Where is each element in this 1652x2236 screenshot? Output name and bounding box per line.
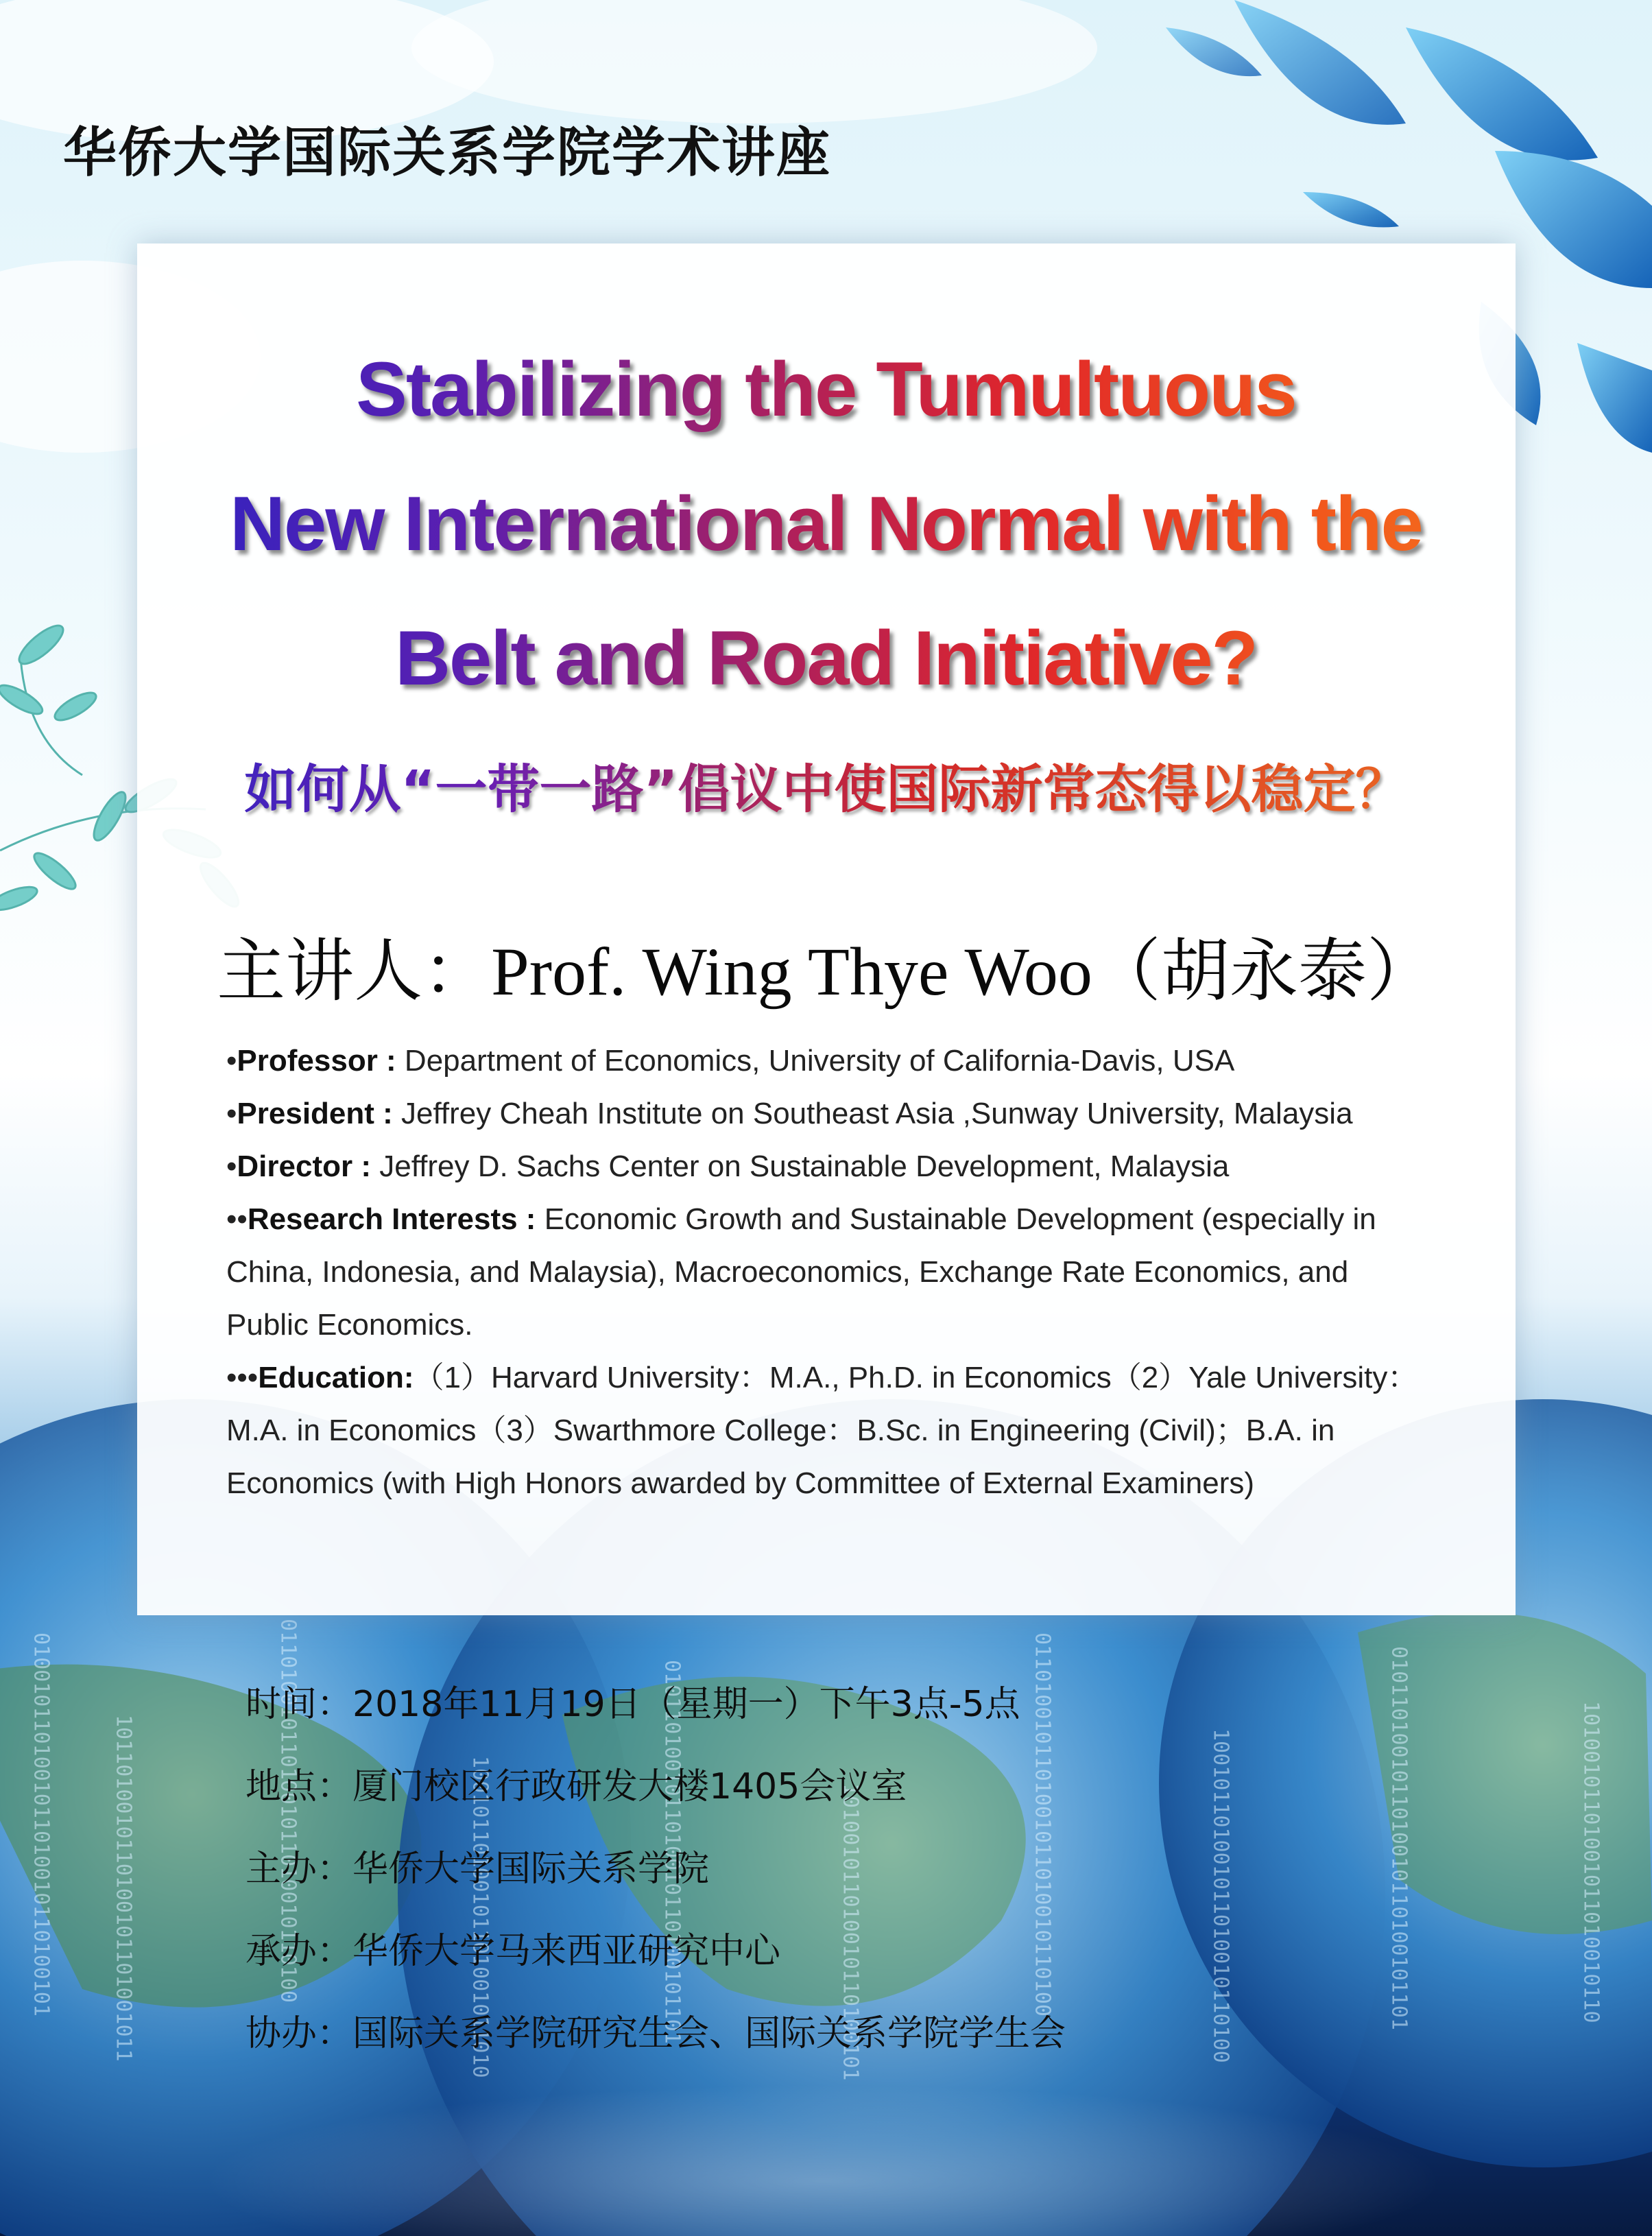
bio-item bbox=[226, 1140, 1433, 1193]
bio-text: Jeffrey D. Sachs Center on Sustainable Development, Malaysia bbox=[371, 1150, 1230, 1183]
svg-text:011010010110100101101001011010: 0110100101101001011010010110100 bbox=[1030, 1632, 1055, 2017]
svg-text:1011010010110100101101001011: 1011010010110100101101001011 bbox=[111, 1715, 136, 2062]
bio-item bbox=[226, 1351, 1433, 1510]
svg-text:101001011010010110100101: 101001011010010110100101 bbox=[838, 1783, 863, 2081]
bio-label: President : bbox=[237, 1097, 393, 1130]
bio-text: （1）Harvard University：M.A., Ph.D. in Economics（2）Yale University：M.A. in Economics（3）Swarthmore College：B.Sc. in Engineering (Civil)；B.A. in Economics (with High Honors awarded by Committee of External Examiners) bbox=[226, 1361, 1418, 1500]
bio-text: Department of Economics, University of California-Davis, USA bbox=[396, 1044, 1235, 1078]
bio-label: Education: bbox=[258, 1361, 414, 1394]
bio-label: Professor : bbox=[237, 1044, 396, 1078]
bullet: • bbox=[226, 1097, 237, 1130]
event-details bbox=[246, 1663, 1066, 2075]
svg-text:011010010110100101101001011010: 0110100101101001011010010110100 bbox=[276, 1619, 300, 2003]
bio-label: Director : bbox=[237, 1150, 371, 1183]
speaker-bio bbox=[226, 1034, 1433, 1510]
title-en-line-1: Stabilizing the Tumultuous bbox=[356, 346, 1296, 432]
svg-text:010110100101101001011010010110: 0101101001011010010110100101101 bbox=[660, 1660, 684, 2044]
lecture-title-cn: 如何从“一带一路”倡议中使国际新常态得以稳定？ bbox=[0, 748, 1652, 822]
bio-text: Jeffrey Cheah Institute on Southeast Asia ,Sunway University, Malaysia bbox=[392, 1097, 1353, 1130]
event-time: 时间：2018年11月19日（星期一）下午3点-5点 bbox=[246, 1684, 1020, 1725]
bio-item bbox=[226, 1087, 1433, 1140]
svg-text:100101101001011010010110100: 100101101001011010010110100 bbox=[1208, 1728, 1233, 2063]
bio-label: Research Interests : bbox=[247, 1202, 536, 1236]
svg-text:10100101101001011010010110: 10100101101001011010010110 bbox=[1579, 1701, 1603, 2023]
svg-text:010010110100101101001011010010: 0100101101001011010010110100101 bbox=[29, 1632, 53, 2017]
svg-text:10010110100101101001011010: 10010110100101101001011010 bbox=[468, 1756, 492, 2078]
bullet: • bbox=[226, 1044, 237, 1078]
bullet: •• bbox=[226, 1202, 248, 1236]
bio-item bbox=[226, 1034, 1433, 1087]
bullet: ••• bbox=[226, 1361, 259, 1394]
title-en-line-2: New International Normal with the bbox=[230, 481, 1422, 567]
event-host: 主办：华侨大学国际关系学院 bbox=[246, 1848, 710, 1890]
title-en-line-3: Belt and Road Initiative? bbox=[395, 615, 1257, 701]
bullet: • bbox=[226, 1150, 237, 1183]
event-place: 地点：厦门校区行政研发大楼1405会议室 bbox=[246, 1766, 907, 1807]
lecture-title-en bbox=[0, 322, 1652, 726]
bio-text: Economic Growth and Sustainable Development (especially in China, Indonesia, and Malaysia), Macroeconomics, Exchange Rate Economics, and Public Economics. bbox=[226, 1202, 1376, 1342]
event-co-organizer: 协办：国际关系学院研究生会、国际关系学院学生会 bbox=[246, 2013, 1066, 2054]
header-title: 华侨大学国际关系学院学术讲座 bbox=[63, 122, 832, 184]
svg-text:010110100101101001011010010110: 0101101001011010010110100101101 bbox=[1387, 1646, 1411, 2030]
speaker-name: 主讲人：Prof. Wing Thye Woo（胡永泰） bbox=[217, 933, 1435, 1010]
bio-item bbox=[226, 1193, 1433, 1351]
event-organizer: 承办：华侨大学马来西亚研究中心 bbox=[246, 1931, 781, 1972]
